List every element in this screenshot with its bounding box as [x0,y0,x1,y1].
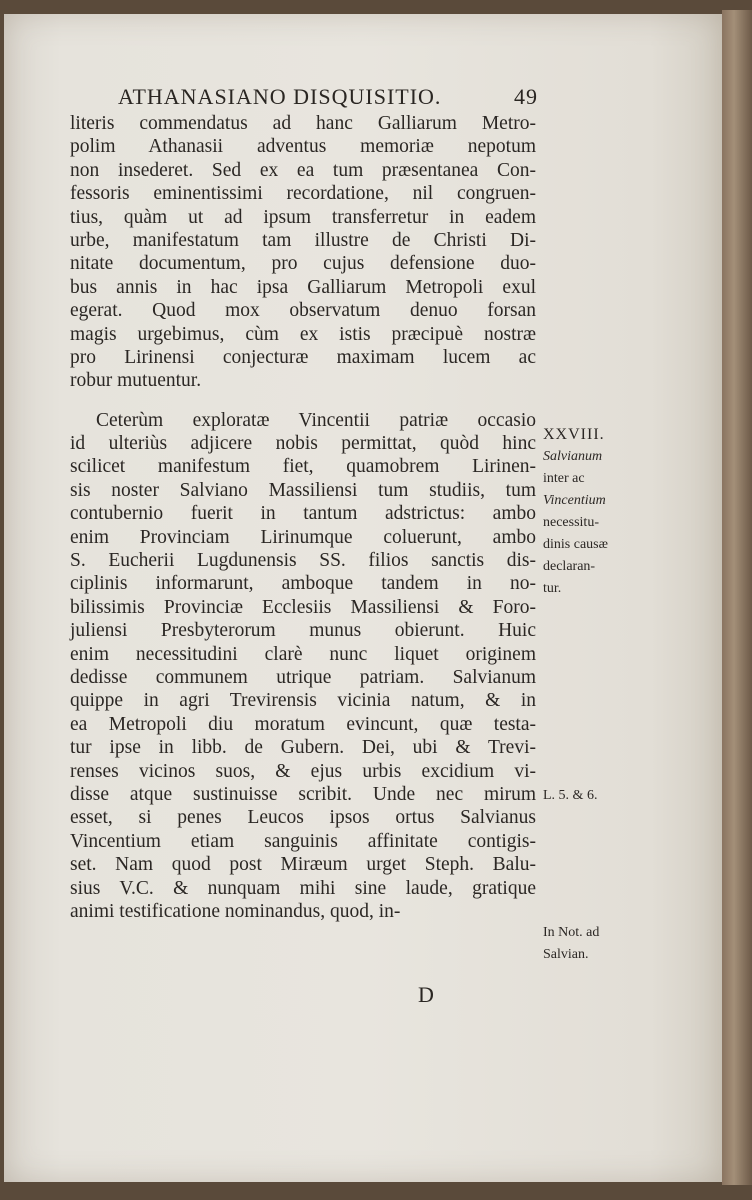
text-line: egerat. Quod mox observatum denuo forsan [70,300,536,322]
text-line: id ulteriùs adjicere nobis permittat, quòd hinc [70,433,536,455]
margin-note-line: In Not. ad [543,925,600,940]
text-line: sis noster Salviano Massiliensi tum studiis, tum [70,479,536,501]
text-line: pro Lirinensi conjecturæ maximam lucem ac [70,346,536,368]
margin-note-line: dinis causæ [543,537,608,552]
text-line: sius V.C. & nunquam mihi sine laude, gratique [70,877,536,899]
text-line: contubernio fuerit in tantum adstrictus: ambo [70,503,536,525]
text-line: polim Athanasii adventus memoriæ nepotum [70,136,536,158]
text-line: S. Eucherii Lugdunensis SS. filios sanctis dis- [70,550,536,572]
margin-note-line: XXVIII. [543,426,605,443]
text-line: robur mutuentur. [70,370,202,392]
running-title: ATHANASIANO DISQUISITIO. [118,84,442,109]
text-line: animi testificatione nominandus, quod, in- [70,900,401,922]
margin-note-line: Vincentium [543,493,606,508]
text-line: enim Provinciam Lirinumque coluerunt, ambo [70,526,536,548]
text-line: juliensi Presbyterorum munus obierunt. Huic [70,620,536,642]
text-line: quippe in agri Trevirensis vicinia natum, & in [70,690,536,712]
margin-note-line: Salvianum [543,449,603,464]
margin-note-line: declaran- [543,559,596,574]
text-line: tur ipse in libb. de Gubern. Dei, ubi & Trevi- [70,737,536,759]
text-line: renses vicinos suos, & ejus urbis excidium vi- [70,760,536,782]
text-line: non insederet. Sed ex ea tum præsentanea Con- [70,159,536,181]
text-line: dedisse communem utrique patriam. Salvianum [70,666,536,688]
body-text [70,112,536,923]
text-line: esset, si penes Leucos ipsos ortus Salvianus [70,807,536,829]
signature-mark: D [418,982,434,1007]
text-line: bus annis in hac ipsa Galliarum Metropoli exul [70,276,536,298]
margin-note-xxviii [543,424,643,600]
margin-note-line: necessitu- [543,515,599,530]
text-line: fessoris eminentissimi recordatione, nil congruen- [70,183,536,205]
text-line: Vincentium etiam sanguinis affinitate contigis- [70,830,536,852]
text-line: nitate documentum, pro cujus defensione duo- [70,253,536,275]
page-number: 49 [514,84,538,109]
paragraph-2 [70,409,536,924]
text-line: literis commendatus ad hanc Galliarum Metro- [70,113,536,134]
text-line: tius, quàm ut ad ipsum transferretur in eadem [70,206,536,228]
text-line: urbe, manifestatum tam illustre de Christi Di- [70,229,536,251]
text-line: ea Metropoli diu moratum evincunt, quæ testa- [70,713,536,735]
margin-note-line: tur. [543,581,562,596]
text-line: magis urgebimus, cùm ex istis præcipuè nostræ [70,323,536,345]
text-line: Ceterùm exploratæ Vincentii patriæ occasio [96,409,536,431]
book-edge [722,10,752,1185]
margin-note-line: L. 5. & 6. [543,788,598,803]
text-line: set. Nam quod post Miræum urget Steph. Balu- [70,854,536,876]
margin-note-line: inter ac [543,471,585,486]
margin-note-salvian [543,922,643,966]
text-line: scilicet manifestum fiet, quamobrem Lirinen- [70,456,536,478]
text-line: bilissimis Provinciæ Ecclesiis Massiliensi & Foro- [70,596,536,618]
paragraph-1 [70,112,536,393]
text-line: disse atque sustinuisse scribit. Unde nec mirum [70,783,536,805]
margin-note-line: Salvian. [543,947,589,962]
text-line: enim necessitudini clarè nunc liquet originem [70,643,536,665]
margin-note-reference [543,785,643,807]
text-line: ciplinis informarunt, amboque tandem in no- [70,573,536,595]
